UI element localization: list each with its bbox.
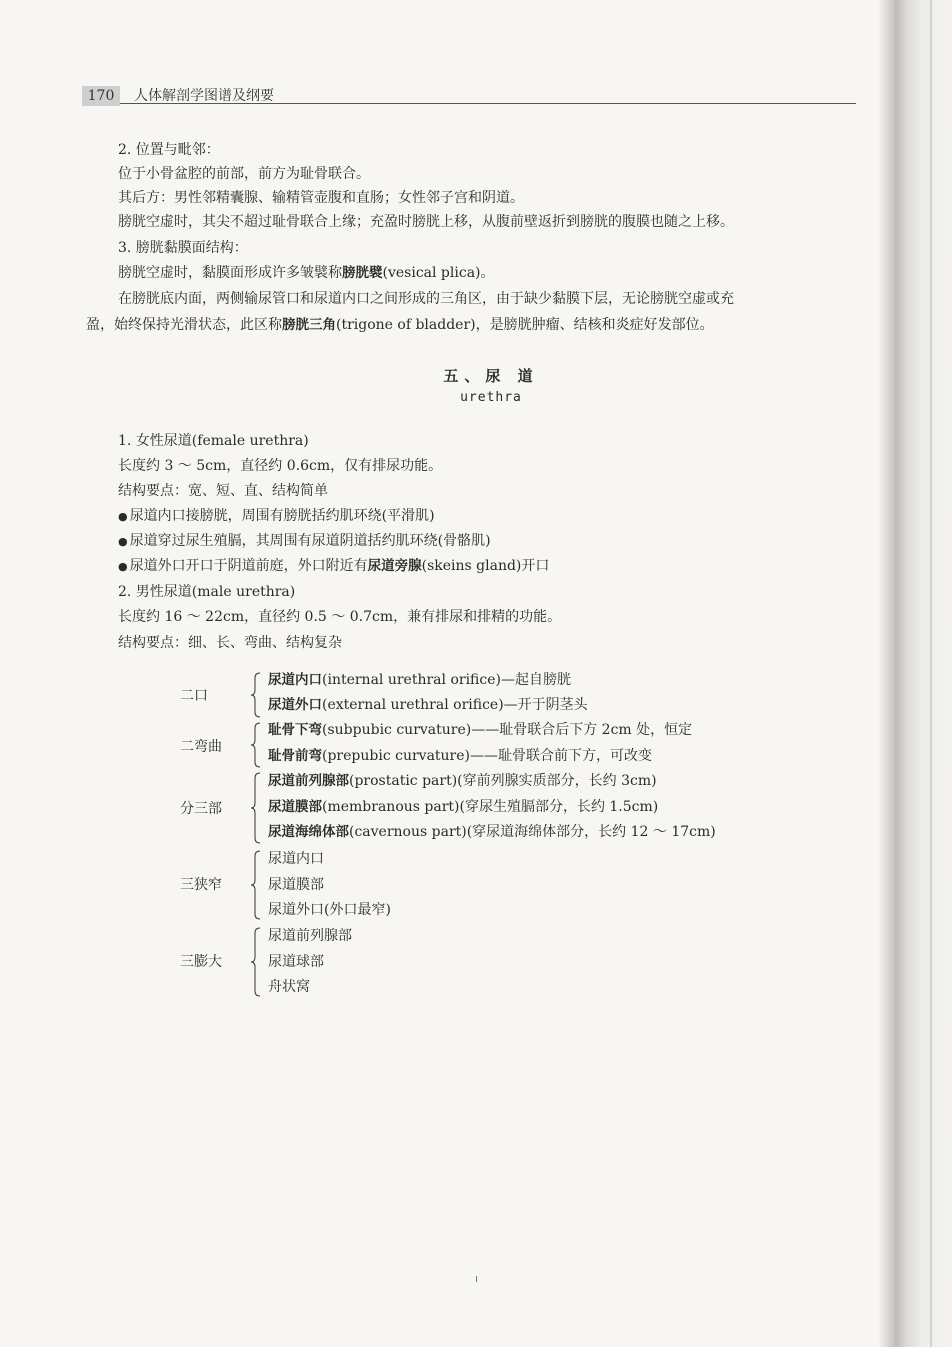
scan-speck bbox=[476, 1276, 477, 1282]
term-desc: (external urethral orifice)—开于阴茎头 bbox=[322, 697, 588, 713]
list-item bbox=[268, 720, 692, 740]
term-desc: (prostatic part)(穿前列腺实质部分，长约 3cm) bbox=[349, 773, 657, 789]
list-item: 尿道外口(外口最窄) bbox=[268, 902, 391, 918]
bullet-text: 尿道穿过尿生殖膈，其周围有尿道阴道括约肌环绕(骨骼肌) bbox=[129, 533, 491, 549]
list-item: 尿道前列腺部 bbox=[268, 928, 352, 944]
text-run: (vesical plica)。 bbox=[382, 265, 495, 281]
section-subtitle: urethra bbox=[460, 390, 522, 405]
list-item: 尿道内口 bbox=[268, 851, 324, 867]
term-desc: (membranous part)(穿尿生殖膈部分，长约 1.5cm) bbox=[322, 799, 659, 815]
term-desc: (prepubic curvature)——耻骨联合前下方，可改变 bbox=[322, 748, 652, 764]
subheading-position: 2. 位置与毗邻： bbox=[118, 142, 220, 158]
bullet-icon: ● bbox=[118, 535, 128, 548]
paragraph-location: 位于小骨盆腔的前部，前方为耻骨联合。 bbox=[118, 166, 370, 182]
adjacent-page-edge bbox=[905, 0, 952, 1347]
group-label-three-parts: 分三部 bbox=[180, 801, 222, 817]
brace-icon bbox=[250, 850, 262, 920]
list-item: 舟状窝 bbox=[268, 979, 310, 995]
term-desc: (cavernous part)(穿尿道海绵体部分，长约 12 ～ 17cm) bbox=[349, 824, 716, 840]
group-label-two-openings: 二口 bbox=[180, 688, 208, 704]
bullet-text: (skeins gland)开口 bbox=[421, 558, 550, 574]
page-header bbox=[82, 86, 856, 106]
male-length: 长度约 16 ～ 22cm，直径约 0.5 ～ 0.7cm，兼有排尿和排精的功能。 bbox=[118, 609, 562, 625]
list-item: 尿道膜部 bbox=[268, 877, 324, 893]
list-item bbox=[268, 797, 658, 817]
term: 尿道外口 bbox=[268, 697, 322, 713]
brace-icon bbox=[250, 722, 262, 768]
term-trigone: 膀胱三角 bbox=[282, 317, 336, 333]
section-title: 五、尿 道 bbox=[443, 367, 539, 385]
bullet-item bbox=[118, 531, 491, 552]
term: 耻骨下弯 bbox=[268, 722, 322, 738]
heading-female-urethra: 1. 女性尿道(female urethra) bbox=[118, 433, 309, 449]
brace-icon bbox=[250, 772, 262, 844]
bullet-text: 尿道内口接膀胱，周围有膀胱括约肌环绕(平滑肌) bbox=[129, 508, 435, 524]
bullet-item bbox=[118, 506, 435, 527]
term: 尿道前列腺部 bbox=[268, 773, 349, 789]
list-item: 尿道球部 bbox=[268, 954, 324, 970]
term: 尿道内口 bbox=[268, 672, 322, 688]
bullet-item bbox=[118, 556, 549, 577]
subheading-mucosa: 3. 膀胱黏膜面结构： bbox=[118, 240, 248, 256]
paragraph-trigone-line1: 在膀胱底内面，两侧输尿管口和尿道内口之间形成的三角区，由于缺少黏膜下层，无论膀胱空虚或充 bbox=[118, 291, 734, 307]
list-item bbox=[268, 771, 657, 791]
brace-icon bbox=[250, 672, 262, 718]
paragraph-trigone-line2 bbox=[86, 315, 714, 335]
term: 尿道膜部 bbox=[268, 799, 322, 815]
list-item bbox=[268, 822, 716, 842]
term-desc: (internal urethral orifice)—起自膀胱 bbox=[322, 672, 571, 688]
bullet-icon: ● bbox=[118, 560, 128, 573]
group-label-three-narrowings: 三狭窄 bbox=[180, 877, 222, 893]
group-label-three-dilations: 三膨大 bbox=[180, 954, 222, 970]
term: 耻骨前弯 bbox=[268, 748, 322, 764]
bullet-text: 尿道外口开口于阴道前庭，外口附近有 bbox=[129, 558, 368, 574]
term-paraurethral-gland: 尿道旁腺 bbox=[367, 558, 422, 574]
paragraph-empty-full: 膀胱空虚时，其尖不超过耻骨联合上缘；充盈时膀胱上移，从腹前壁返折到膀胱的腹膜也随之上移。 bbox=[118, 214, 734, 230]
paragraph-vesical-plica bbox=[118, 263, 495, 283]
term: 尿道海绵体部 bbox=[268, 824, 349, 840]
male-features: 结构要点：细、长、弯曲、结构复杂 bbox=[118, 635, 342, 651]
bullet-icon: ● bbox=[118, 510, 128, 523]
adjacent-page-line bbox=[930, 0, 932, 1347]
list-item bbox=[268, 746, 652, 766]
page-gutter-shadow bbox=[878, 0, 908, 1347]
running-title: 人体解剖学图谱及纲要 bbox=[134, 88, 274, 104]
female-length: 长度约 3 ～ 5cm，直径约 0.6cm，仅有排尿功能。 bbox=[118, 458, 443, 474]
paragraph-posterior-relations: 其后方：男性邻精囊腺、输精管壶腹和直肠；女性邻子宫和阴道。 bbox=[118, 190, 524, 206]
text-run: 膀胱空虚时，黏膜面形成许多皱襞称 bbox=[118, 265, 342, 281]
heading-male-urethra: 2. 男性尿道(male urethra) bbox=[118, 584, 296, 600]
page-number: 170 bbox=[82, 86, 120, 106]
list-item bbox=[268, 695, 588, 715]
group-label-two-curves: 二弯曲 bbox=[180, 739, 222, 755]
term-vesical-plica: 膀胱襞 bbox=[342, 265, 383, 281]
list-item bbox=[268, 670, 571, 690]
female-features: 结构要点：宽、短、直、结构简单 bbox=[118, 483, 328, 499]
text-run: 盈，始终保持光滑状态，此区称 bbox=[86, 317, 282, 333]
text-run: (trigone of bladder)，是膀胱肿瘤、结核和炎症好发部位。 bbox=[336, 317, 714, 333]
brace-icon bbox=[250, 927, 262, 997]
term-desc: (subpubic curvature)——耻骨联合后下方 2cm 处，恒定 bbox=[322, 722, 693, 738]
